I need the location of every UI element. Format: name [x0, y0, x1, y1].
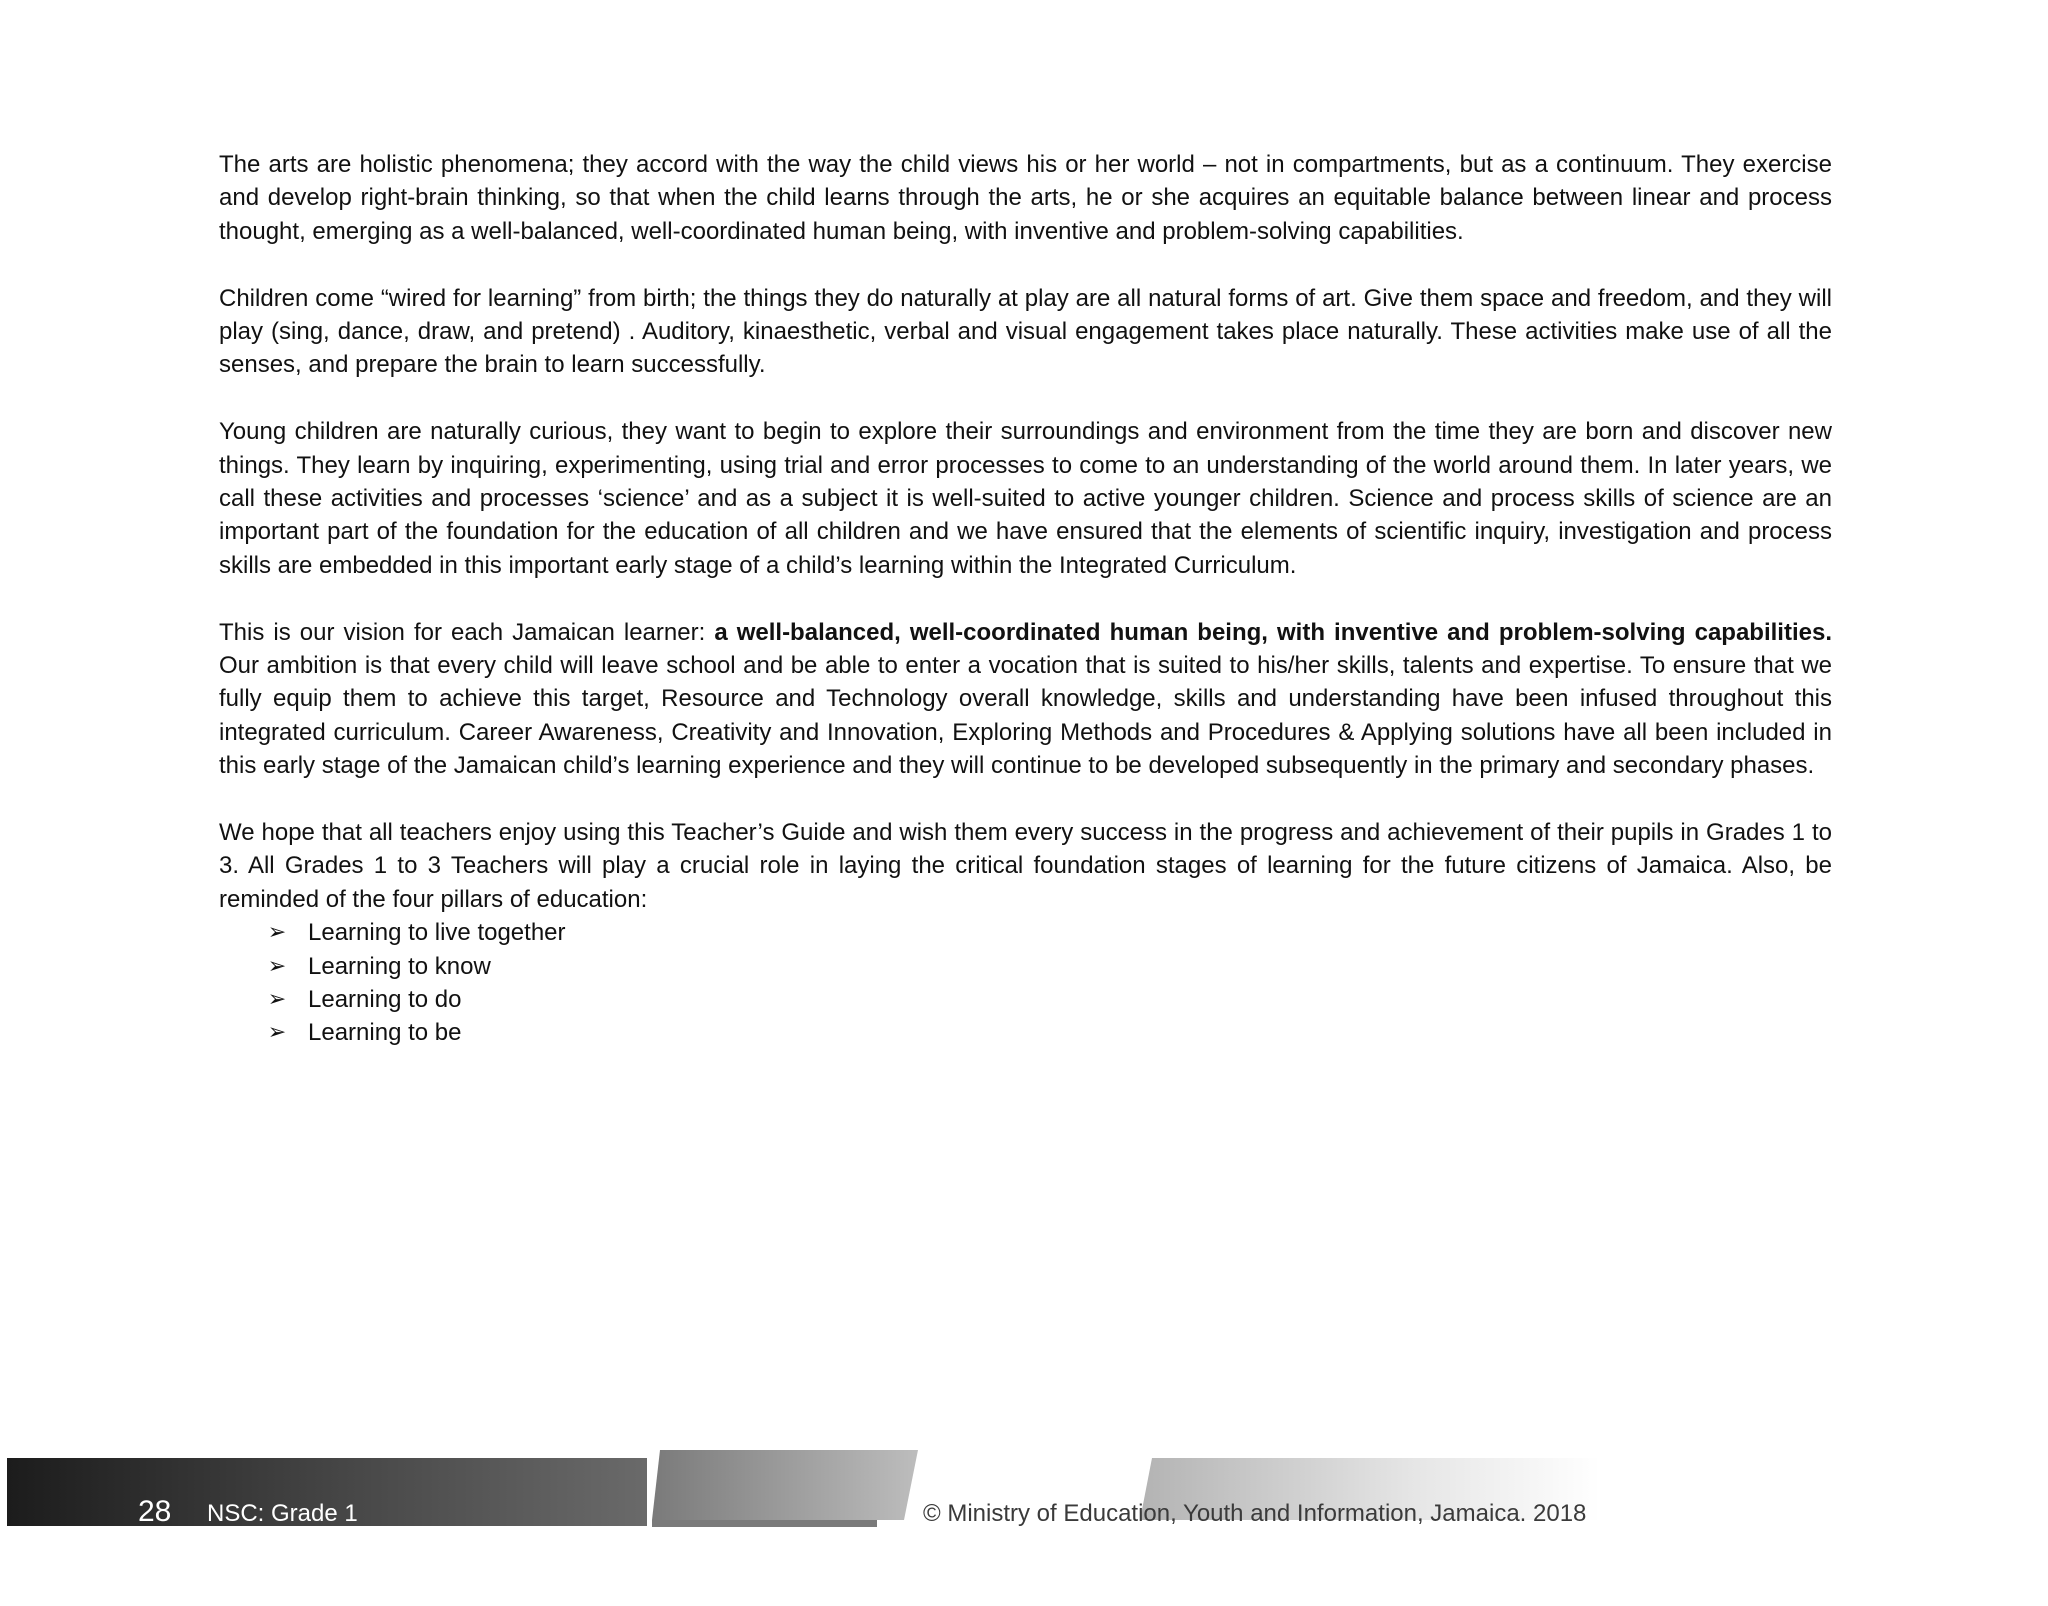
footer-mid-slant: [652, 1450, 918, 1520]
pillars-list: [219, 916, 1832, 1050]
arrow-bullet-icon: ➢: [267, 920, 287, 946]
paragraph-wired-for-learning: Children come “wired for learning” from birth; the things they do naturally at play are all natural forms of art. Give them space and freedom, and they will play (sing, dance, draw, and pretend) . Auditory, kinaesthetic, verbal and visual engagement takes place naturally. These activities make use of all the senses, and prepare the brain to learn successfully.: [219, 284, 1832, 379]
arrow-bullet-icon: ➢: [267, 953, 287, 979]
pillar-text: Learning to know: [308, 952, 491, 980]
list-item: [219, 950, 1832, 983]
grade-label: NSC: Grade 1: [207, 1500, 358, 1527]
paragraph-teachers-guide: We hope that all teachers enjoy using this Teacher’s Guide and wish them every success in the progress and achievement of their pupils in Grades 1 to 3. All Grades 1 to 3 Teachers will play a crucial role in laying the critical foundation stages of learning for the future citizens of Jamaica. Also, be reminded of the four pillars of education:: [219, 819, 1832, 913]
arrow-bullet-icon: ➢: [267, 987, 287, 1013]
vision-lead: This is our vision for each Jamaican learner:: [219, 618, 715, 646]
arrow-bullet-icon: ➢: [267, 1020, 287, 1046]
pillar-text: Learning to do: [308, 986, 462, 1014]
pillar-text: Learning to live together: [308, 919, 566, 947]
page-number: 28: [138, 1495, 172, 1528]
list-item: [219, 916, 1832, 949]
paragraph-science: Young children are naturally curious, they want to begin to explore their surroundings and environment from the time they are born and discover new things. They learn by inquiring, experimenting, using trial and error processes to come to an understanding of the world around them. In later years, we call these activities and processes ‘science’ and as a subject it is well-suited to active younger children. Science and process skills of science are an important part of the foundation for the education of all children and we have ensured that the elements of scientific inquiry, investigation and process skills are embedded in this important early stage of a child’s learning within the Integrated Curriculum.: [219, 418, 1832, 579]
list-item: [219, 1016, 1832, 1049]
paragraph-vision: [219, 616, 1832, 783]
copyright-notice: © Ministry of Education, Youth and Information, Jamaica. 2018: [923, 1500, 1587, 1527]
pillar-text: Learning to be: [308, 1019, 462, 1047]
paragraph-arts: The arts are holistic phenomena; they accord with the way the child views his or her world – not in compartments, but as a continuum. They exercise and develop right-brain thinking, so that when the child learns through the arts, he or she acquires an equitable balance between linear and process thought, emerging as a well-balanced, well-coordinated human being, with inventive and problem-solving capabilities.: [219, 151, 1832, 245]
vision-rest: Our ambition is that every child will leave school and be able to enter a vocation that is suited to his/her skills, talents and expertise. To ensure that we fully equip them to achieve this target, Resource and Technology overall knowledge, skills and understanding have been infused throughout this integrated curriculum. Career Awareness, Creativity and Innovation, Exploring Methods and Procedures & Applying solutions have all been included in this early stage of the Jamaican child’s learning experience and they will continue to be developed subsequently in the primary and secondary phases.: [219, 652, 1832, 780]
list-item: [219, 983, 1832, 1016]
vision-statement: a well-balanced, well-coordinated human being, with inventive and problem-solving capabilities.: [714, 618, 1832, 646]
document-body: [219, 148, 1832, 1050]
